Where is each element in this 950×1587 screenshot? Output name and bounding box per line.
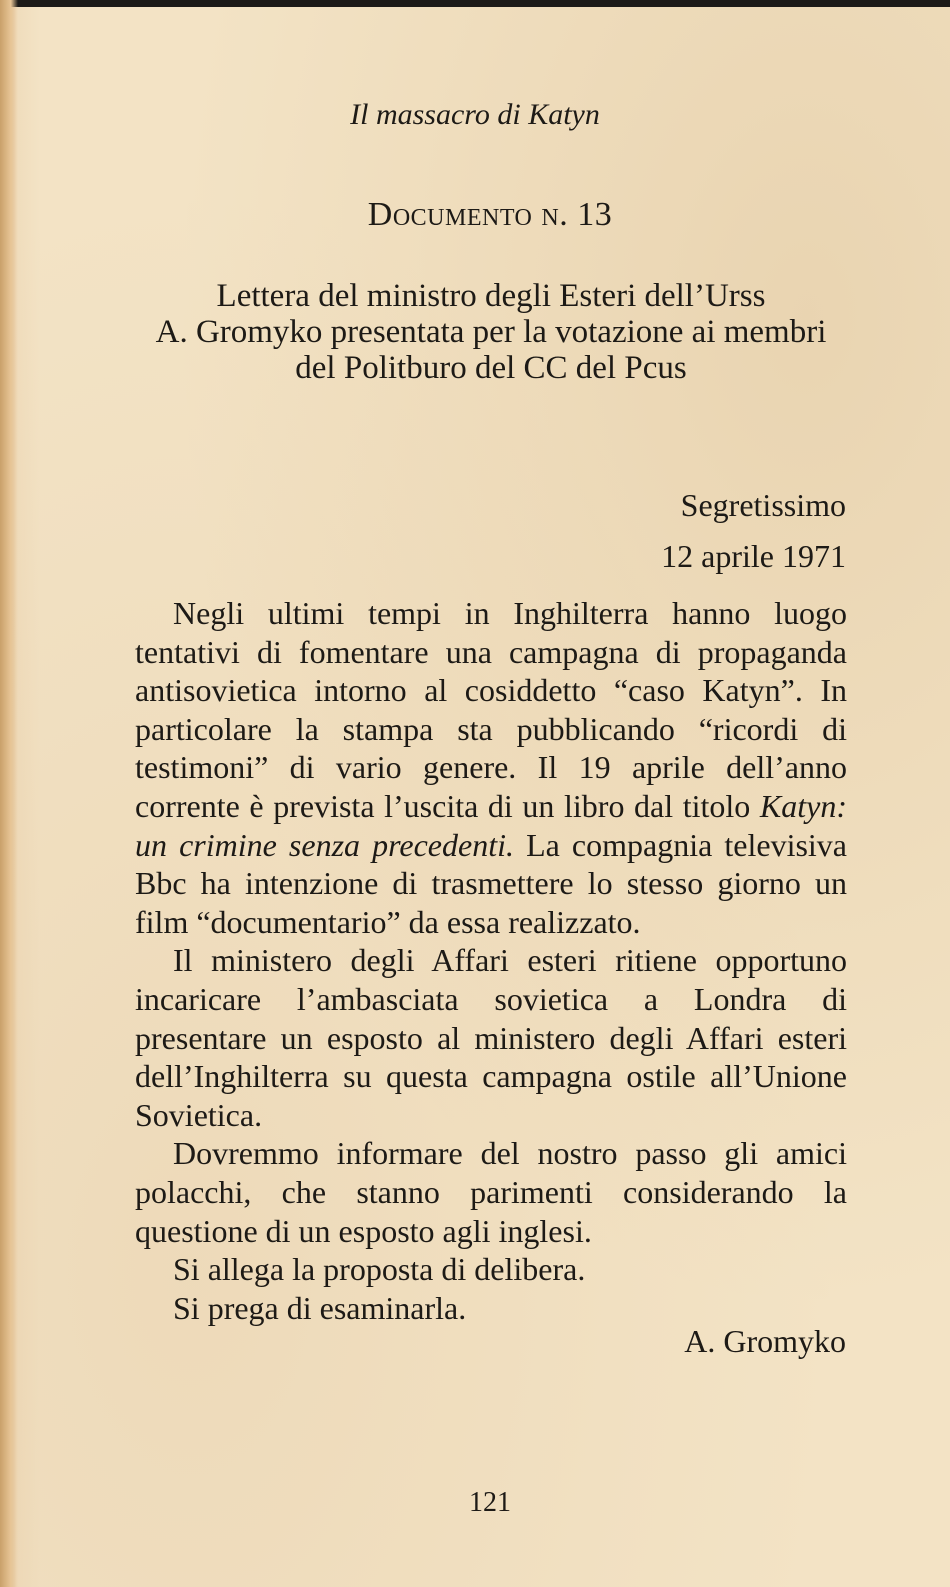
body-paragraph [135, 594, 847, 941]
document-title: Documento n. 13 [367, 196, 613, 233]
document-subtitle [135, 278, 847, 386]
page-number: 121 [469, 1487, 511, 1518]
body-paragraph: Si allega la proposta di delibera. [173, 1251, 586, 1288]
paragraph-text: Negli ultimi tempi in Inghilterra hanno luogo tentativi di fomentare una campagna di propaganda antisovietica intorno al cosiddetto “caso Katyn”. In particolare la stampa sta pubblicando “ricordi di testimoni” di vario genere. Il 19 aprile dell’anno corrente è prevista l’uscita di un libro dal titolo [135, 595, 847, 824]
paragraph-text: La compagnia televisiva Bbc ha intenzione di trasmettere lo stesso giorno un film “documentario” da essa realizzato. [135, 826, 848, 940]
body-paragraph: Il ministero degli Affari esteri ritiene opportuno incaricare l’ambasciata sovietica a Londra di presentare un esposto al ministero degli Affari esteri dell’Inghilterra su questa campagna ostile all’Unione Sovietica. [135, 942, 847, 1133]
subtitle-line: Lettera del ministro degli Esteri dell’Urss [216, 278, 766, 314]
classification-label: Segretissimo [680, 487, 846, 523]
page-top-edge [0, 0, 950, 7]
document-date: 12 aprile 1971 [661, 538, 846, 574]
body-paragraph: Si prega di esaminarla. [173, 1289, 467, 1326]
body-paragraph: Dovremmo informare del nostro passo gli amici polacchi, che stanno parimenti considerando la questione di un esposto agli inglesi. [135, 1135, 847, 1249]
subtitle-line: A. Gromyko presentata per la votazione ai membri [155, 314, 827, 350]
page-spine-edge [0, 0, 18, 1587]
signature: A. Gromyko [684, 1323, 846, 1359]
letter-body [135, 594, 847, 1327]
running-head: Il massacro di Katyn [350, 98, 600, 131]
book-title: Katyn: un crimine senza precedenti. [135, 787, 847, 863]
subtitle-line: del Politburo del CC del Pcus [295, 350, 687, 386]
